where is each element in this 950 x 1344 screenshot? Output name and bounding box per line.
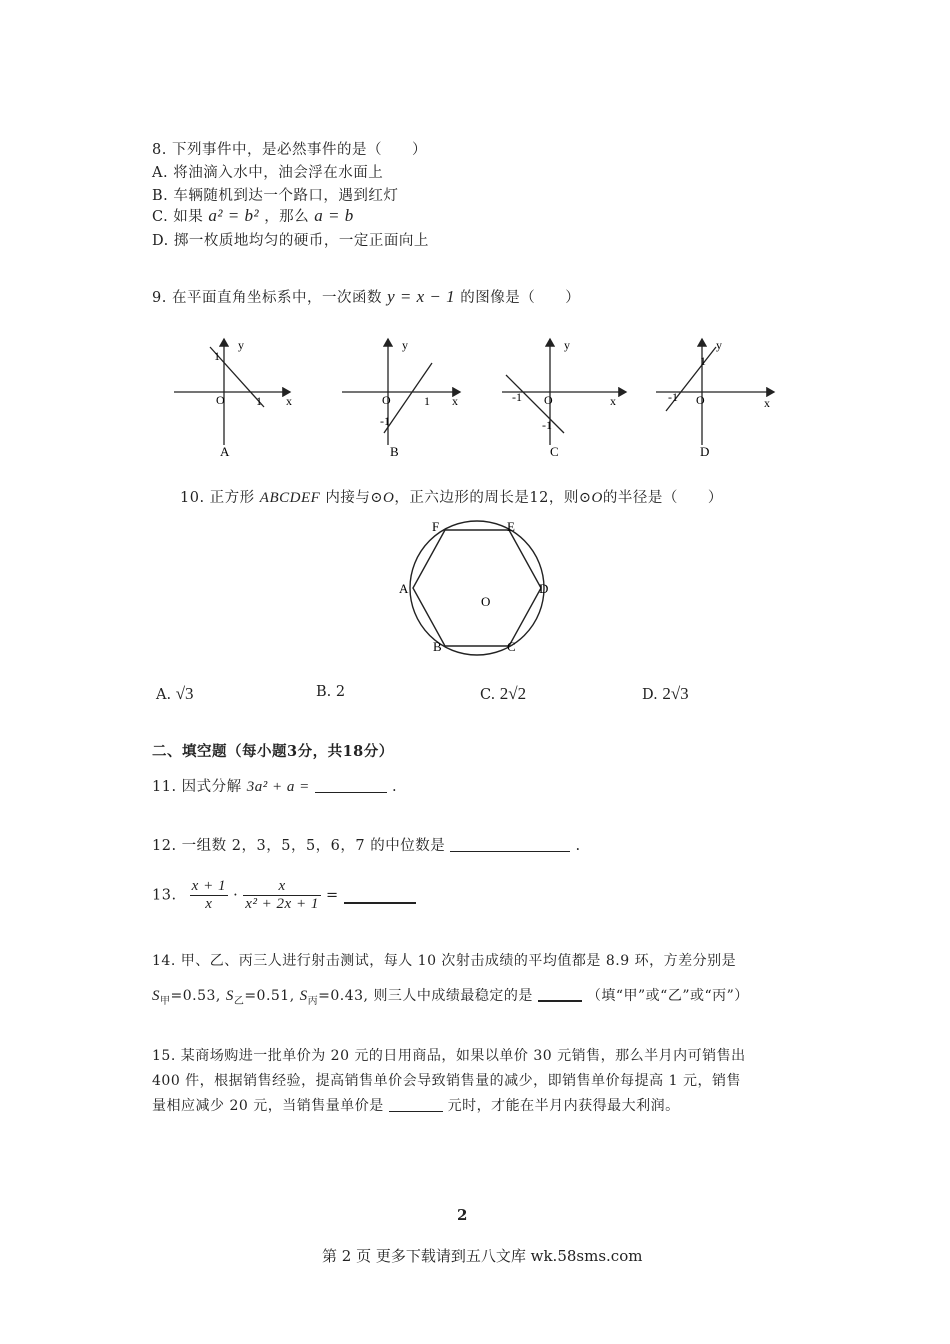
q15-line-3 [152, 1095, 680, 1115]
q14-line-1: 14. 甲、乙、丙三人进行射击测试，每人 10 次射击成绩的平均值都是 8.9 环，方差分别是 [152, 953, 737, 969]
q13: 13. $\frac{x + 1}{x}$ · $\frac{x}{\text{x² + 2x + 1}}$ = [152, 878, 416, 913]
q10-vertex-b: B [433, 639, 442, 654]
q15-line-3-suffix: 元时，才能在半月内获得最大利润。 [447, 1098, 680, 1114]
q9-b-y-label: y [402, 338, 408, 352]
q12 [152, 834, 581, 855]
q9-d-tick-x: -1 [668, 390, 678, 404]
q14-variance-1-symbol: S [152, 988, 160, 1004]
q13-fraction-2 [243, 878, 321, 913]
q9-a-label: A [220, 444, 230, 459]
q10-circle-name-2: O [591, 490, 603, 506]
q10-option-c-label: C. [480, 687, 496, 703]
q8-stem: 8. 下列事件中，是必然事件的是（ ） [152, 142, 427, 158]
q10-stem-mid: 内接与⊙ [325, 490, 384, 506]
q9-graphs [160, 335, 800, 465]
q11-expression: 3a² + a = [246, 779, 310, 795]
q10-option-b [316, 684, 345, 700]
q10-vertex-c: C [507, 639, 516, 654]
footer-text: 第 2 页 更多下载请到五八文库 wk.58sms.com [322, 1247, 643, 1265]
q9-a-y-label: y [238, 338, 244, 352]
q10-vertex-f: F [432, 519, 440, 534]
q12-prefix: 12. 一组数 2，3，5，5，6，7 的中位数是 [152, 838, 446, 854]
q10-vertex-d: D [539, 581, 549, 596]
q10-option-b-value: 2 [335, 684, 346, 700]
q10-option-d-value: 2√3 [662, 684, 689, 703]
q13-fraction-1-denominator: x [205, 896, 213, 912]
q15-line-3-prefix: 量相应减少 20 元，当销售量单价是 [152, 1098, 384, 1114]
q10-center: O [481, 594, 491, 609]
q10-option-c-value: 2√2 [499, 684, 527, 703]
q14-hint: （填“甲”或“乙”或“丙”） [586, 988, 749, 1004]
q9-stem-prefix: 9. 在平面直角坐标系中，一次函数 [152, 290, 382, 306]
q9-d-y-label: y [716, 338, 722, 352]
q14-variance-2-symbol: S [225, 988, 234, 1004]
q14-variance-3-symbol: S [299, 988, 308, 1004]
q12-answer-blank[interactable] [450, 837, 570, 852]
q12-suffix: . [575, 838, 581, 854]
q8-option-d: D. 掷一枚质地均匀的硬币，一定正面向上 [152, 233, 429, 249]
q13-fraction-1 [190, 878, 228, 913]
q14-line-2 [152, 985, 749, 1007]
q14-variance-2: =0.51, [244, 988, 295, 1004]
q9-stem-suffix: 的图像是（ ） [460, 290, 581, 306]
q9-graph-b [342, 338, 460, 459]
q8-option-c-eq2: a = b [314, 206, 354, 225]
q9-equation: y = x − 1 [387, 287, 456, 306]
q14-variance-3-sub: 丙 [307, 995, 319, 1007]
q11-prefix: 11. 因式分解 [152, 779, 242, 795]
q9-b-origin: O [382, 393, 391, 407]
q8-option-c-mid: ，那么 [264, 209, 310, 225]
q8-option-c-eq1: a² = b² [208, 206, 260, 225]
q8-option-c-prefix: C. 如果 [152, 209, 204, 225]
q9-b-label: B [390, 444, 399, 459]
q9-d-label: D [700, 444, 710, 459]
q9-d-x-label: x [764, 396, 770, 410]
q9-c-label: C [550, 444, 559, 459]
q10-vertex-a: A [399, 581, 409, 596]
q9-b-x-label: x [452, 394, 458, 408]
q14-variance-1-sub: 甲 [160, 995, 171, 1007]
q9-c-tick-x: -1 [512, 390, 522, 404]
q13-equals: = [325, 887, 339, 904]
q15-answer-blank[interactable] [389, 1097, 443, 1112]
q14-variance-1: =0.53, [170, 988, 221, 1004]
q11-suffix: . [392, 779, 398, 795]
q9-d-tick-y: 1 [700, 354, 706, 368]
q10-circle-name: O [383, 490, 395, 506]
q14-variance-3: =0.43, [318, 988, 369, 1004]
q9-a-x-label: x [286, 394, 292, 408]
q15-line-2: 400 件，根据销售经验，提高销售单价会导致销售量的减少，即销售单价每提高 1 元，销售 [152, 1073, 741, 1089]
q14-answer-blank[interactable] [538, 986, 582, 1002]
q10-option-d-label: D. [642, 687, 658, 703]
q14-variance-2-sub: 乙 [233, 995, 245, 1007]
q15-line-1: 15. 某商场购进一批单价为 20 元的日用商品，如果以单价 30 元销售，那么半月内可销售出 [152, 1048, 746, 1064]
q10-option-a [156, 684, 194, 704]
q9-b-tick-x: 1 [424, 394, 430, 408]
q10-option-a-label: A. [156, 687, 172, 703]
q9-a-tick-x: 1 [256, 394, 262, 408]
q10-stem-suffix: 的半径是（ ） [602, 490, 723, 506]
q14-prompt: 则三人中成绩最稳定的是 [373, 988, 533, 1004]
q13-fraction-2-denominator: x² + 2x + 1 [245, 896, 319, 912]
q9-stem [152, 286, 580, 307]
q9-graph-d [656, 338, 774, 459]
page-number: 2 [457, 1206, 468, 1224]
q13-label: 13. [152, 887, 177, 904]
q8-option-a: A. 将油滴入水中，油会浮在水面上 [152, 165, 384, 181]
q13-answer-blank[interactable] [344, 888, 416, 904]
q9-d-origin: O [696, 393, 705, 407]
q9-b-tick-y: -1 [380, 414, 390, 428]
q10-stem-prefix: 10. 正方形 [180, 490, 255, 506]
q10-option-d [642, 684, 689, 704]
q9-a-tick-y: 1 [214, 349, 220, 363]
q10-vertex-e: E [507, 519, 515, 534]
section-2-heading: 二、填空题（每小题3分，共18分） [152, 743, 394, 760]
q10-stem-mid2: ，正六边形的周长是12，则⊙ [394, 490, 592, 506]
q8-option-c [152, 205, 354, 226]
q9-c-tick-y: -1 [542, 418, 552, 432]
q9-graph-c [502, 338, 626, 459]
q9-c-y-label: y [564, 338, 570, 352]
q10-stem [180, 486, 723, 507]
q13-fraction-1-numerator: x + 1 [191, 878, 226, 894]
q10-hexagon-figure [395, 515, 560, 660]
q8-option-b: B. 车辆随机到达一个路口，遇到红灯 [152, 188, 399, 204]
q9-c-origin: O [544, 393, 553, 407]
q9-c-x-label: x [610, 394, 616, 408]
q10-option-a-value: √3 [175, 684, 194, 703]
q9-a-origin: O [216, 393, 225, 407]
q10-hexagon-name: ABCDEF [259, 490, 321, 506]
q10-option-c [480, 684, 526, 704]
q13-fraction-2-numerator: x [243, 878, 321, 896]
q10-option-b-label: B. [316, 684, 332, 700]
q11-answer-blank[interactable] [315, 778, 387, 793]
q11 [152, 775, 397, 796]
q9-graph-a [174, 338, 292, 459]
